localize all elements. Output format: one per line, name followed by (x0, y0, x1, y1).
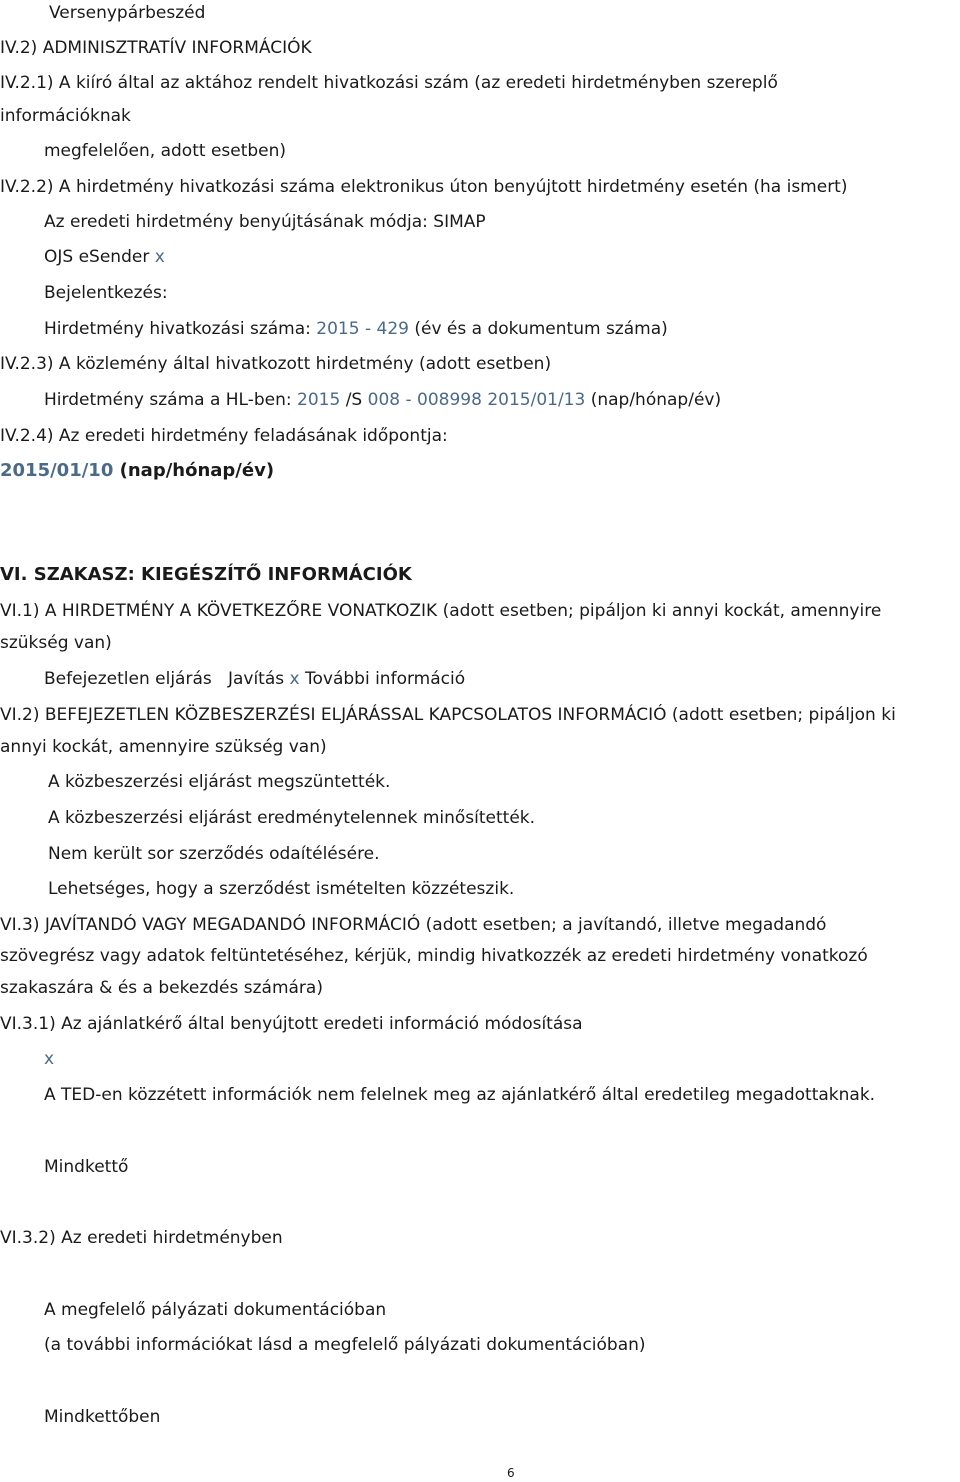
heading-vi32: VI.3.2) Az eredeti hirdetményben (0, 1228, 283, 1248)
submission-method: Az eredeti hirdetmény benyújtásának módja: SIMAP (44, 212, 486, 232)
dispatch-date-value: 2015/01/10 (0, 460, 114, 481)
heading-iv21-cont2: megfelelően, adott esetben) (44, 141, 287, 161)
dispatch-date-row (0, 460, 274, 482)
option-correction-mark: x (289, 669, 300, 689)
login-label: Bejelentkezés: (44, 283, 168, 303)
option-contract-not-awarded: Nem került sor szerződés odaítélésére. (48, 844, 380, 864)
heading-vi3: VI.3) JAVÍTANDÓ VAGY MEGADANDÓ INFORMÁCIÓ (adott esetben; a javítandó, illetve megadandó (0, 915, 827, 935)
option-additional-info: További információ (305, 669, 466, 689)
notice-reference-row (44, 318, 668, 340)
heading-iv21-cont: információknak (0, 106, 131, 126)
option-tender-docs-note: (a további információkat lásd a megfelelő pályázati dokumentációban) (44, 1335, 646, 1355)
page-number: 6 (507, 1466, 515, 1480)
heading-vi2-cont: annyi kockát, amennyire szükség van) (0, 737, 327, 757)
option-may-republish: Lehetséges, hogy a szerződést ismételten közzéteszik. (48, 879, 515, 899)
option-incomplete-procedure: Befejezetlen eljárás (44, 669, 212, 689)
option-procedure-discontinued: A közbeszerzési eljárást megszüntették. (48, 772, 391, 792)
heading-vi3-cont: szövegrész vagy adatok feltüntetéséhez, kérjük, mindig hivatkozzék az eredeti hirdetmény vonatkozó (0, 946, 868, 966)
heading-vi31: VI.3.1) Az ajánlatkérő által benyújtott eredeti információ módosítása (0, 1014, 583, 1034)
heading-iv2: IV.2) ADMINISZTRATÍV INFORMÁCIÓK (0, 38, 312, 58)
heading-vi1: VI.1) A HIRDETMÉNY A KÖVETKEZŐRE VONATKOZIK (adott esetben; pipáljon ki annyi kockát, amennyire (0, 601, 882, 621)
notice-reference-value: 2015 - 429 (316, 319, 409, 339)
heading-vi3-cont2: szakaszára & és a bekezdés számára) (0, 978, 323, 998)
dispatch-date-format: (nap/hónap/év) (119, 460, 275, 481)
heading-vi1-cont: szükség van) (0, 633, 112, 653)
oj-number-series: /S (345, 390, 363, 410)
notice-reference-hint: (év és a dokumentum száma) (414, 319, 668, 339)
oj-number-format: (nap/hónap/év) (590, 390, 722, 410)
heading-vi2: VI.2) BEFEJEZETLEN KÖZBESZERZÉSI ELJÁRÁSSAL KAPCSOLATOS INFORMÁCIÓ (adott esetben; pipáljon ki (0, 705, 896, 725)
ojs-esender-row (44, 246, 165, 268)
section-vi-title: VI. SZAKASZ: KIEGÉSZÍTŐ INFORMÁCIÓK (0, 564, 412, 585)
option-both-places: Mindkettőben (44, 1407, 161, 1427)
ojs-esender-mark: x (154, 247, 165, 267)
oj-number-year: 2015 (297, 390, 341, 410)
oj-number-label: Hirdetmény száma a HL-ben: (44, 390, 292, 410)
option-correction: Javítás (227, 669, 285, 689)
option-tender-docs: A megfelelő pályázati dokumentációban (44, 1300, 387, 1320)
heading-iv23: IV.2.3) A közlemény által hivatkozott hirdetmény (adott esetben) (0, 354, 552, 374)
procedure-type: Versenypárbeszéd (49, 3, 206, 23)
notice-reference-label: Hirdetmény hivatkozási száma: (44, 319, 311, 339)
heading-iv24: IV.2.4) Az eredeti hirdetmény feladásának időpontja: (0, 426, 448, 446)
oj-number-value: 008 - 008998 2015/01/13 (367, 390, 586, 410)
ted-mismatch-text: A TED-en közzétett információk nem felelnek meg az ajánlatkérő által eredetileg megadottaknak. (44, 1085, 876, 1105)
modification-mark: x (44, 1049, 55, 1069)
oj-number-row (44, 389, 721, 411)
option-procedure-unsuccessful: A közbeszerzési eljárást eredménytelennek minősítették. (48, 808, 536, 828)
notice-type-row (44, 668, 465, 690)
heading-iv22: IV.2.2) A hirdetmény hivatkozási száma elektronikus úton benyújtott hirdetmény esetén (ha ismert) (0, 177, 848, 197)
ojs-esender-label: OJS eSender (44, 247, 150, 267)
option-both: Mindkettő (44, 1157, 129, 1177)
heading-iv21: IV.2.1) A kiíró által az aktához rendelt hivatkozási szám (az eredeti hirdetményben szereplő (0, 73, 778, 93)
